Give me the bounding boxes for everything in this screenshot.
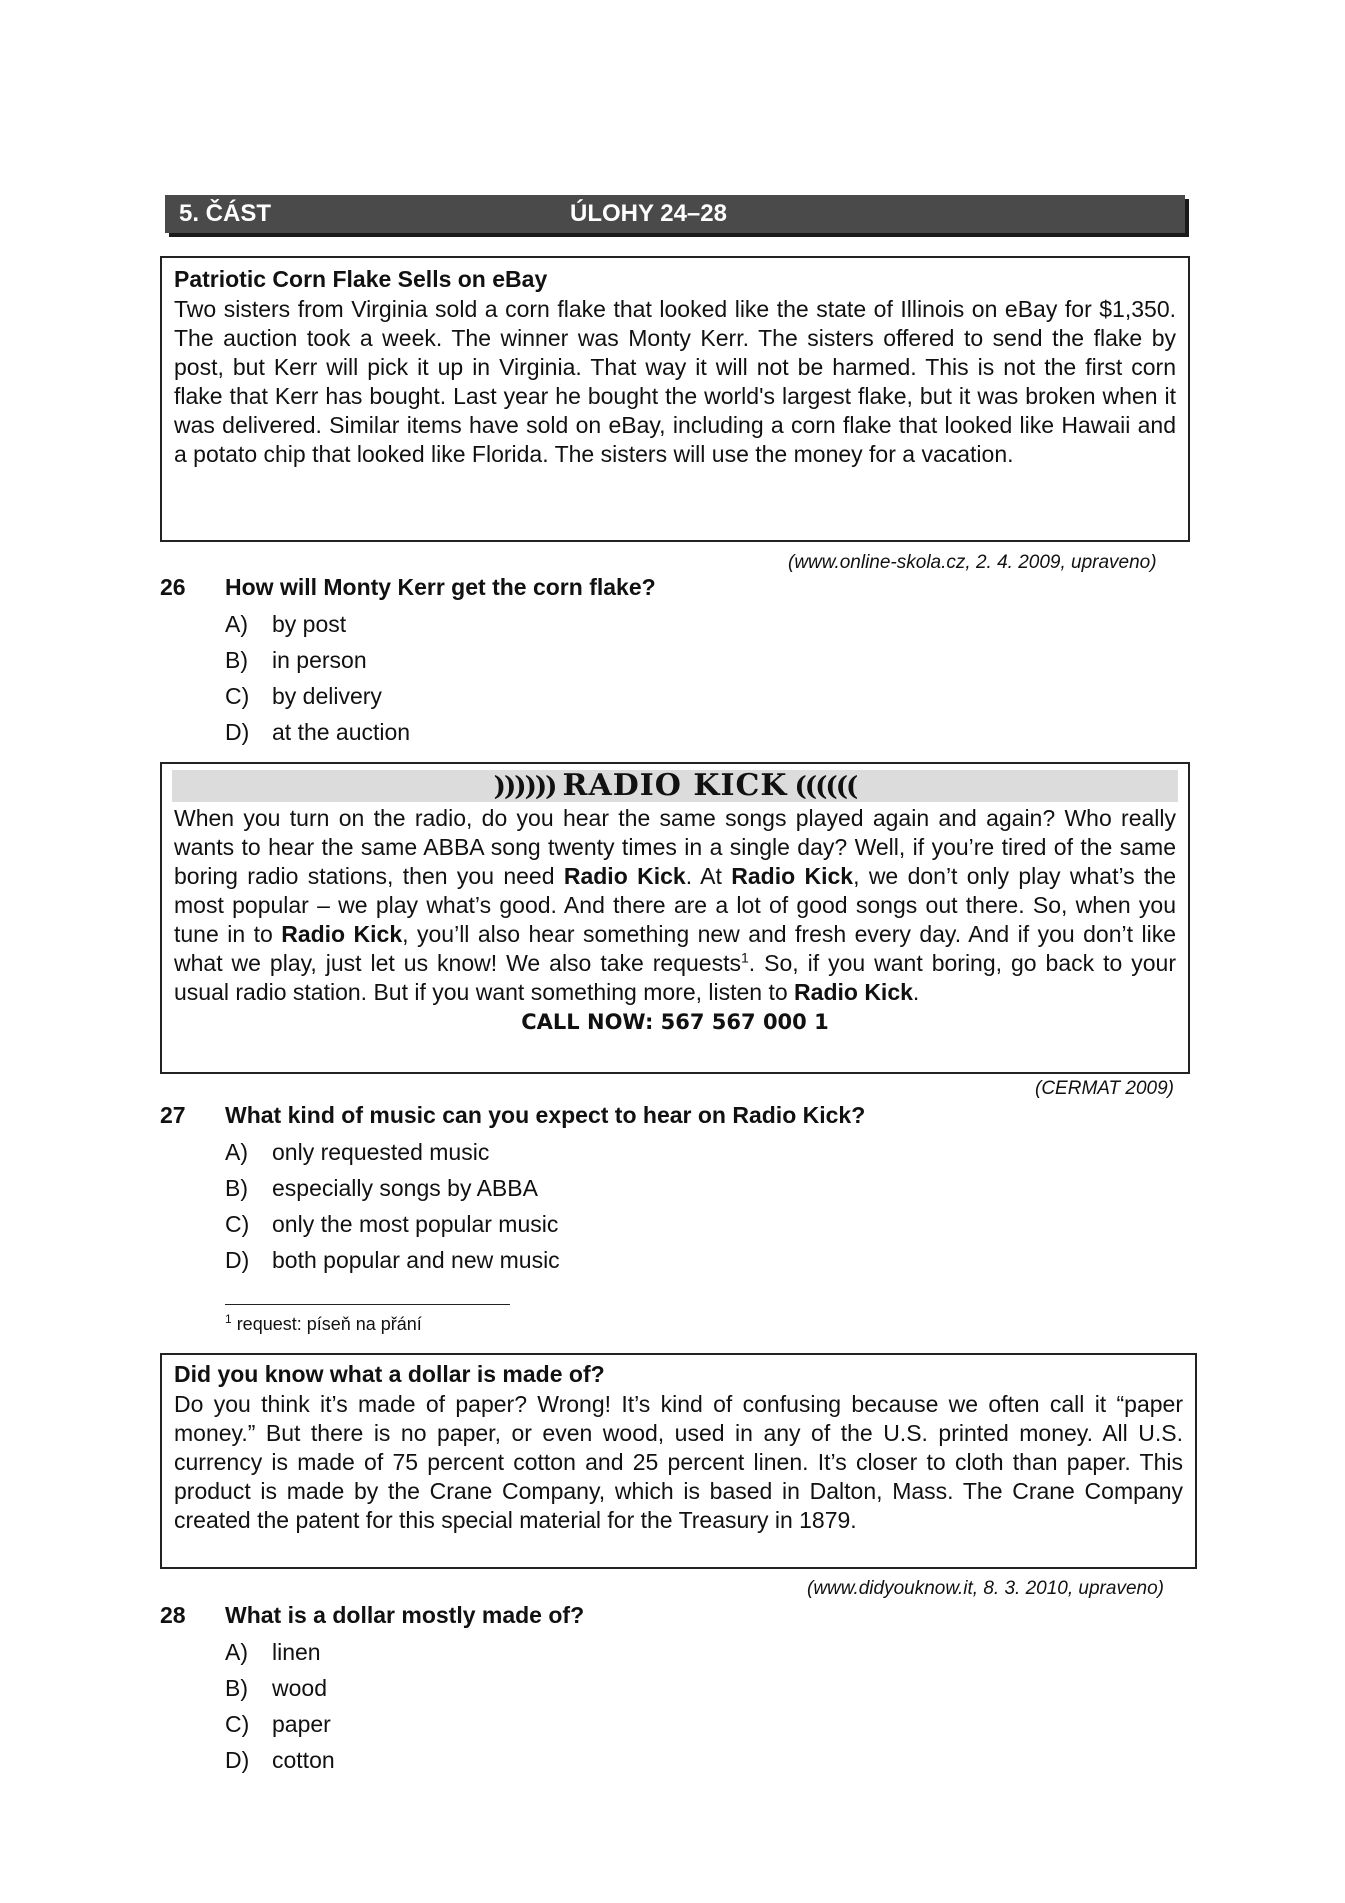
option-letter: A) [225,611,248,637]
body-text: , you’ll also hear something new and fresh every day. And if you don’t like what we play, just let us know! We also take requests [174,921,1176,976]
radio-kick-title: RADIO KICK [562,768,788,803]
radio-kick-banner [172,770,1178,802]
question-number: 27 [160,1102,186,1128]
question-number: 26 [160,574,186,600]
option-letter: C) [225,683,250,709]
article-radio-kick [160,762,1190,1074]
article-source: (www.online-skola.cz, 2. 4. 2009, upraveno) [788,552,1157,573]
option-text: by post [272,611,347,637]
article-body: Two sisters from Virginia sold a corn flake that looked like the state of Illinois on eBay for $1,350. The auction took a week. The winner was Monty Kerr. The sisters offered to send the flake by post, but Kerr will pick it up in Virginia. That way it will not be harmed. This is not the first corn flake that Kerr has bought. Last year he bought the world's largest flake, but it was broken when it was delivered. Similar items have sold on eBay, including a corn flake that looked like Hawaii and a potato chip that looked like Florida. The sisters will use the money for a vacation. [174,296,1176,467]
call-now-phone: CALL NOW: 567 567 000 1 [521,1010,829,1034]
option-letter: D) [225,719,250,745]
option-text: linen [272,1639,321,1665]
article-title: Did you know what a dollar is made of? [174,1361,605,1387]
option-text: both popular and new music [272,1247,560,1273]
option-text: wood [272,1675,327,1701]
article-source: (CERMAT 2009) [1035,1078,1175,1099]
footnote-text: request: píseň na přání [231,1314,422,1334]
option-letter: D) [225,1747,250,1773]
option-text: in person [272,647,367,673]
option-letter: C) [225,1711,250,1737]
option-letter: A) [225,1139,248,1165]
option-text: cotton [272,1747,335,1773]
footnote [225,1312,422,1335]
footnote-number: 1 [225,1312,232,1326]
option-letter: D) [225,1247,250,1273]
option-letter: A) [225,1639,248,1665]
brand-name: Radio Kick [281,921,403,947]
body-text: , we don’t only play what’s the most popular – we play what’s good. And there are a lot of good songs out there. So, when you tune in to [174,863,1176,947]
section-tasks-label: ÚLOHY 24–28 [570,200,727,227]
brand-name: Radio Kick [731,863,854,889]
question-number: 28 [160,1602,186,1628]
body-text: . So, if you want boring, go back to your usual radio station. But if you want something more, listen to [174,950,1176,1005]
body-text: . At [685,863,732,889]
option-letter: B) [225,647,248,673]
section-header [165,195,1185,233]
question-text: What is a dollar mostly made of? [225,1602,585,1628]
article-source: (www.didyouknow.it, 8. 3. 2010, upraveno) [807,1578,1164,1599]
option-text: at the auction [272,719,411,745]
article-corn-flake [160,256,1190,542]
option-text: only the most popular music [272,1211,559,1237]
section-part-label: 5. ČÁST [179,200,272,227]
option-letter: B) [225,1175,248,1201]
option-text: especially songs by ABBA [272,1175,538,1201]
brand-name: Radio Kick [563,863,686,889]
option-letter: C) [225,1211,250,1237]
article-body [174,804,1176,1007]
body-text: . [912,979,920,1005]
option-letter: B) [225,1675,248,1701]
brand-name: Radio Kick [794,979,913,1005]
article-dollar [160,1353,1197,1569]
option-text: by delivery [272,683,382,709]
radio-waves-right: (((((( [787,772,857,802]
footnote-mark: 1 [740,949,749,966]
option-text: paper [272,1711,331,1737]
body-text: When you turn on the radio, do you hear the same songs played again and again? Who really wants to hear the same ABBA song twenty times in a single day? Well, if you’re tired of the same boring radio stations, then you need [174,805,1176,889]
article-title: Patriotic Corn Flake Sells on eBay [174,266,548,292]
radio-waves-left: )))))) [493,772,563,802]
question-text: How will Monty Kerr get the corn flake? [225,574,656,600]
article-body: Do you think it’s made of paper? Wrong! It’s kind of confusing because we often call it “paper money.” But there is no paper, or even wood, used in any of the U.S. printed money. All U.S. currency is made of 75 percent cotton and 25 percent linen. It’s closer to cloth than paper. This product is made by the Crane Company, which is based in Dalton, Mass. The Crane Company created the patent for this special material for the Treasury in 1879. [174,1391,1183,1533]
question-text: What kind of music can you expect to hear on Radio Kick? [225,1102,866,1128]
footnote-divider [225,1304,510,1305]
option-text: only requested music [272,1139,490,1165]
